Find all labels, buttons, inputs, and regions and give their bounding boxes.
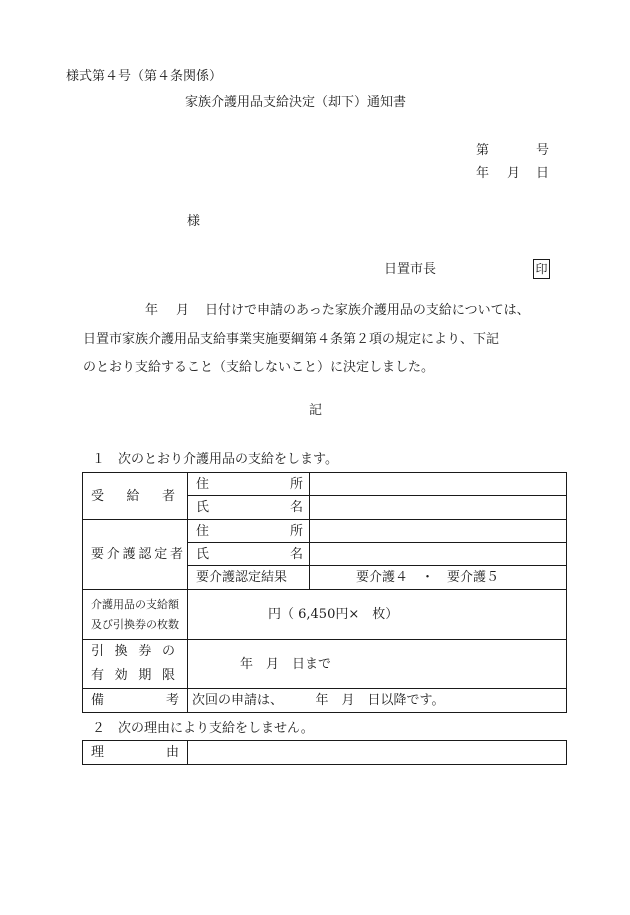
recipient-address-label: 住 所 <box>188 473 310 496</box>
body-line-1: 日付けで申請のあった家族介護用品の支給については、 <box>205 303 530 318</box>
ref-number-suffix: 号 <box>536 143 550 158</box>
ref-number-prefix: 第 <box>476 143 490 158</box>
validity-label: 引 換 券 の 有 効 期 限 <box>83 640 188 689</box>
body-month: 月 <box>176 303 190 318</box>
validity-value[interactable]: 年 月 日まで <box>188 640 567 689</box>
recipient-name-label: 氏 名 <box>188 496 310 520</box>
amount-label: 介護用品の支給額 及び引換券の枚数 <box>83 590 188 640</box>
benefit-table <box>82 472 567 713</box>
seal-stamp: 印 <box>533 259 550 279</box>
form-number: 様式第４号（第４条関係） <box>66 69 223 84</box>
remarks-value[interactable]: 次回の申請は、 年 月 日以降です。 <box>188 689 567 713</box>
recipient-name-value[interactable] <box>310 496 567 520</box>
section-2-heading: ２ 次の理由により支給をしません。 <box>92 721 314 736</box>
care-address-value[interactable] <box>310 520 567 543</box>
care-name-value[interactable] <box>310 543 567 566</box>
section-1-heading: １ 次のとおり介護用品の支給をします。 <box>92 452 338 467</box>
document-title: 家族介護用品支給決定（却下）通知書 <box>185 95 407 110</box>
care-person-label: 要 介 護 認 定 者 <box>83 520 188 590</box>
remarks-label: 備 考 <box>83 689 188 713</box>
issuer-name: 日置市長 <box>384 262 437 277</box>
reason-label: 理 由 <box>83 741 188 765</box>
reason-value[interactable] <box>188 741 567 765</box>
care-name-label: 氏 名 <box>188 543 310 566</box>
date-day: 日 <box>536 166 550 181</box>
date-year: 年 <box>476 166 490 181</box>
addressee-honorific: 様 <box>187 214 201 229</box>
body-year: 年 <box>145 303 159 318</box>
date-month: 月 <box>507 166 521 181</box>
body-line-3: のとおり支給すること（支給しないこと）に決定しました。 <box>83 360 435 375</box>
care-result-label: 要介護認定結果 <box>188 566 310 590</box>
care-address-label: 住 所 <box>188 520 310 543</box>
amount-value[interactable]: 円（ 6,450円× 枚） <box>188 590 567 640</box>
recipient-address-value[interactable] <box>310 473 567 496</box>
recipient-label: 受 給 者 <box>83 473 188 520</box>
ki-marker: 記 <box>309 403 323 418</box>
reason-table <box>82 740 567 765</box>
care-result-value[interactable]: 要介護４ ・ 要介護５ <box>310 566 567 590</box>
body-line-2: 日置市家族介護用品支給事業実施要綱第４条第２項の規定により、下記 <box>83 332 500 347</box>
